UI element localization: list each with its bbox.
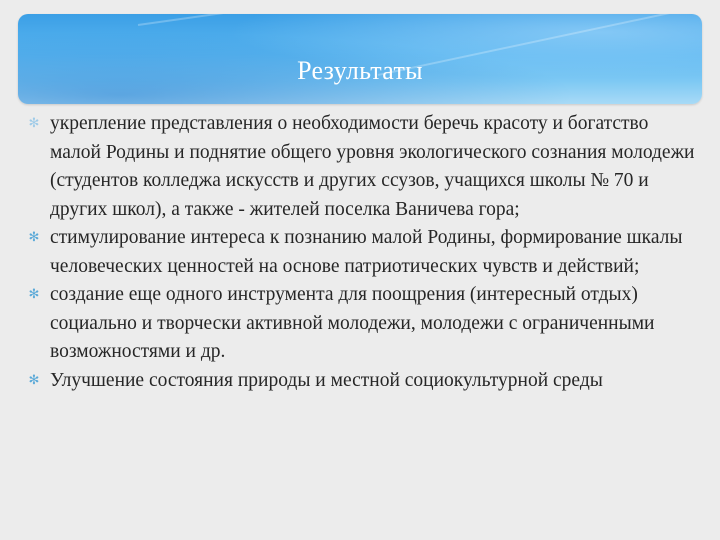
asterisk-bullet-icon: ✻	[28, 287, 40, 302]
list-item-text: стимулирование интереса к познанию малой Родины, формирование шкалы человеческих ценностей на основе патриотических чувств и действий;	[50, 227, 683, 277]
list-item	[26, 110, 702, 224]
list-item-text: укрепление представления о необходимости беречь красоту и богатство малой Родины и поднятие общего уровня экологического сознания молодежи (студентов колледжа искусств и других ссузов, учащихся школы № 70 и других школ), а также - жителей поселка Ваничева гора;	[50, 113, 695, 220]
list-item	[26, 224, 702, 281]
list-item	[26, 281, 702, 367]
list-item-text: Улучшение состояния природы и местной социокультурной среды	[50, 369, 603, 391]
list-item-text: создание еще одного инструмента для поощрения (интересный отдых) социально и творчески активной молодежи, молодежи с ограниченными возможностями и др.	[50, 284, 655, 362]
banner-streak	[138, 14, 396, 26]
asterisk-bullet-icon: ✻	[28, 372, 40, 388]
asterisk-bullet-icon: ✻	[28, 230, 40, 245]
slide-title: Результаты	[297, 56, 423, 85]
list-item	[26, 367, 702, 396]
asterisk-bullet-icon: ✻	[28, 116, 40, 131]
results-list	[26, 110, 702, 395]
title-banner	[18, 14, 702, 104]
